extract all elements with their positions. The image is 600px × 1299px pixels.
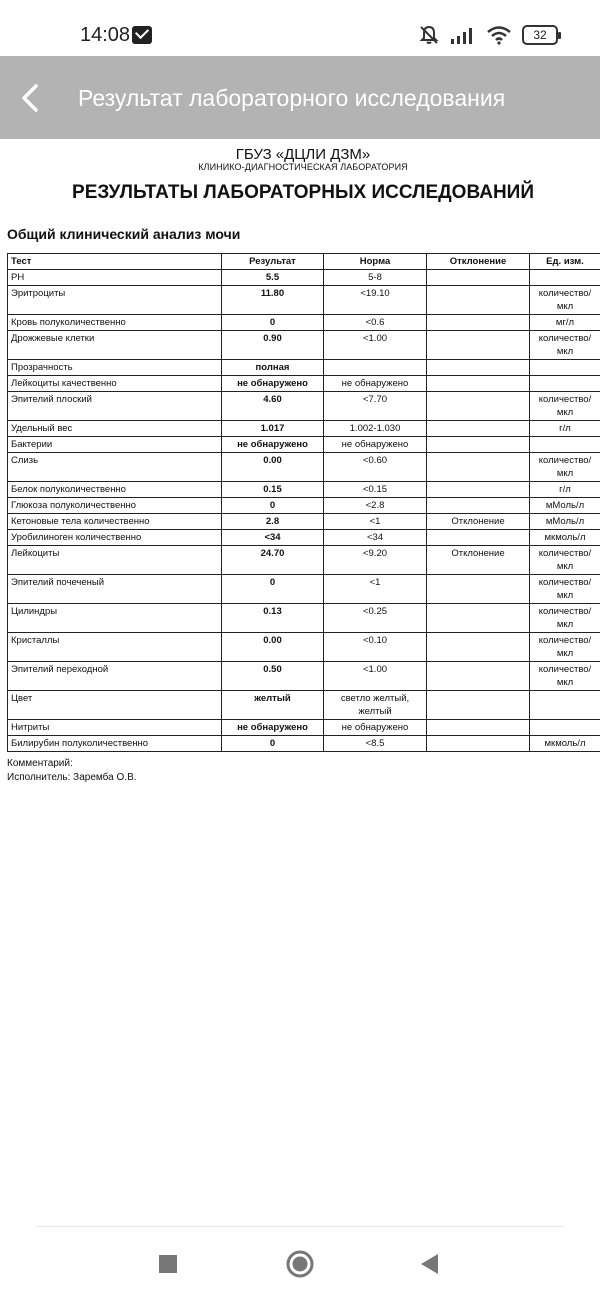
cell-test: Эпителий переходной bbox=[8, 662, 222, 691]
cell-norm: <9.20 bbox=[324, 546, 427, 575]
col-header-test: Тест bbox=[8, 254, 222, 270]
cell-norm: не обнаружено bbox=[324, 376, 427, 392]
footer-notes bbox=[7, 757, 137, 785]
battery-icon: 32 bbox=[522, 25, 558, 45]
cell-result: 24.70 bbox=[222, 546, 324, 575]
status-bar bbox=[0, 0, 600, 56]
cell-norm: <0.6 bbox=[324, 315, 427, 331]
cell-result: не обнаружено bbox=[222, 376, 324, 392]
bell-muted-icon bbox=[418, 24, 440, 46]
cell-test: Цвет bbox=[8, 691, 222, 720]
cell-deviation bbox=[427, 331, 530, 360]
cell-deviation bbox=[427, 662, 530, 691]
cell-unit: количество/ мкл bbox=[530, 453, 600, 482]
cell-norm bbox=[324, 360, 427, 376]
cell-test: Эритроциты bbox=[8, 286, 222, 315]
table-row bbox=[8, 376, 600, 392]
table-row bbox=[8, 575, 600, 604]
cell-norm: <0.15 bbox=[324, 482, 427, 498]
cell-deviation bbox=[427, 482, 530, 498]
cell-test: Эпителий почеченый bbox=[8, 575, 222, 604]
cell-unit bbox=[530, 691, 600, 720]
cell-result: 1.017 bbox=[222, 421, 324, 437]
cell-unit: мкмоль/л bbox=[530, 530, 600, 546]
cell-test: Глюкоза полуколичественно bbox=[8, 498, 222, 514]
chevron-left-icon bbox=[14, 78, 50, 118]
cell-unit: количество/ мкл bbox=[530, 575, 600, 604]
wifi-icon bbox=[486, 25, 512, 45]
cell-result: 0 bbox=[222, 315, 324, 331]
table-row bbox=[8, 482, 600, 498]
table-row bbox=[8, 662, 600, 691]
table-row bbox=[8, 633, 600, 662]
cell-deviation bbox=[427, 498, 530, 514]
table-row bbox=[8, 736, 600, 752]
cell-result: полная bbox=[222, 360, 324, 376]
comment-label: Комментарий: bbox=[7, 758, 73, 769]
cell-unit: мг/л bbox=[530, 315, 600, 331]
mail-notification-icon bbox=[132, 26, 152, 44]
cell-test: Кетоновые тела количественно bbox=[8, 514, 222, 530]
cell-deviation bbox=[427, 376, 530, 392]
table-row bbox=[8, 421, 600, 437]
cell-norm: <19.10 bbox=[324, 286, 427, 315]
cell-test: Уробилиноген количественно bbox=[8, 530, 222, 546]
performer: Исполнитель: Заремба О.В. bbox=[7, 772, 137, 783]
status-time: 14:08 bbox=[80, 24, 131, 46]
status-icons bbox=[418, 24, 558, 46]
cell-norm: 1.002-1.030 bbox=[324, 421, 427, 437]
signal-icon bbox=[450, 25, 476, 45]
cell-deviation bbox=[427, 270, 530, 286]
nav-divider bbox=[36, 1226, 564, 1227]
cell-test: Цилиндры bbox=[8, 604, 222, 633]
col-header-result: Результат bbox=[222, 254, 324, 270]
table-row bbox=[8, 546, 600, 575]
cell-result: не обнаружено bbox=[222, 437, 324, 453]
col-header-deviation: Отклонение bbox=[427, 254, 530, 270]
table-row bbox=[8, 437, 600, 453]
cell-result: 0.15 bbox=[222, 482, 324, 498]
table-row bbox=[8, 315, 600, 331]
cell-result: не обнаружено bbox=[222, 720, 324, 736]
home-button[interactable] bbox=[280, 1244, 320, 1284]
table-row bbox=[8, 530, 600, 546]
table-row bbox=[8, 286, 600, 315]
cell-test: Лейкоциты качественно bbox=[8, 376, 222, 392]
cell-norm: <0.10 bbox=[324, 633, 427, 662]
cell-norm: <1.00 bbox=[324, 331, 427, 360]
cell-result: 0.00 bbox=[222, 633, 324, 662]
cell-deviation: Отклонение bbox=[427, 546, 530, 575]
cell-unit bbox=[530, 270, 600, 286]
table-row bbox=[8, 270, 600, 286]
cell-norm: <34 bbox=[324, 530, 427, 546]
cell-deviation bbox=[427, 421, 530, 437]
cell-deviation bbox=[427, 315, 530, 331]
cell-test: Нитриты bbox=[8, 720, 222, 736]
cell-deviation bbox=[427, 736, 530, 752]
cell-unit: мМоль/л bbox=[530, 514, 600, 530]
square-icon bbox=[148, 1244, 188, 1284]
cell-deviation bbox=[427, 530, 530, 546]
cell-result: 0 bbox=[222, 498, 324, 514]
cell-norm: 5-8 bbox=[324, 270, 427, 286]
cell-test: Прозрачность bbox=[8, 360, 222, 376]
cell-test: Бактерии bbox=[8, 437, 222, 453]
nav-back-button[interactable] bbox=[410, 1244, 450, 1284]
cell-test: Слизь bbox=[8, 453, 222, 482]
cell-unit: г/л bbox=[530, 482, 600, 498]
cell-test: Эпителий плоский bbox=[8, 392, 222, 421]
cell-result: 11.80 bbox=[222, 286, 324, 315]
cell-unit: количество/ мкл bbox=[530, 392, 600, 421]
cell-norm: <8.5 bbox=[324, 736, 427, 752]
cell-norm: <1 bbox=[324, 514, 427, 530]
table-row bbox=[8, 498, 600, 514]
cell-deviation: Отклонение bbox=[427, 514, 530, 530]
cell-test: Дрожжевые клетки bbox=[8, 331, 222, 360]
table-row bbox=[8, 360, 600, 376]
cell-norm: не обнаружено bbox=[324, 437, 427, 453]
cell-unit: мМоль/л bbox=[530, 498, 600, 514]
cell-deviation bbox=[427, 575, 530, 604]
cell-deviation bbox=[427, 604, 530, 633]
cell-unit bbox=[530, 437, 600, 453]
cell-norm: светло желтый, желтый bbox=[324, 691, 427, 720]
cell-test: Белок полуколичественно bbox=[8, 482, 222, 498]
cell-test: Кровь полуколичественно bbox=[8, 315, 222, 331]
cell-test: Удельный вес bbox=[8, 421, 222, 437]
cell-deviation bbox=[427, 360, 530, 376]
recents-button[interactable] bbox=[148, 1244, 188, 1284]
table-row bbox=[8, 392, 600, 421]
cell-norm: <7.70 bbox=[324, 392, 427, 421]
cell-test: Кристаллы bbox=[8, 633, 222, 662]
cell-norm: <2.8 bbox=[324, 498, 427, 514]
cell-deviation bbox=[427, 633, 530, 662]
page-title: Результат лабораторного исследования bbox=[78, 85, 506, 111]
cell-deviation bbox=[427, 392, 530, 421]
col-header-norm: Норма bbox=[324, 254, 427, 270]
table-row bbox=[8, 604, 600, 633]
cell-result: 5.5 bbox=[222, 270, 324, 286]
triangle-left-icon bbox=[410, 1244, 450, 1284]
table-row bbox=[8, 691, 600, 720]
cell-result: <34 bbox=[222, 530, 324, 546]
circle-icon bbox=[280, 1244, 320, 1284]
cell-norm: <0.25 bbox=[324, 604, 427, 633]
cell-unit: количество/ мкл bbox=[530, 286, 600, 315]
cell-unit bbox=[530, 376, 600, 392]
cell-test: Билирубин полуколичественно bbox=[8, 736, 222, 752]
cell-unit: количество/ мкл bbox=[530, 633, 600, 662]
cell-result: 0.90 bbox=[222, 331, 324, 360]
org-subtitle: КЛИНИКО-ДИАГНОСТИЧЕСКАЯ ЛАБОРАТОРИЯ bbox=[198, 162, 408, 172]
cell-unit: количество/ мкл bbox=[530, 662, 600, 691]
cell-deviation bbox=[427, 286, 530, 315]
cell-unit: количество/ мкл bbox=[530, 331, 600, 360]
cell-unit: г/л bbox=[530, 421, 600, 437]
cell-result: 4.60 bbox=[222, 392, 324, 421]
cell-result: 0 bbox=[222, 736, 324, 752]
cell-result: 0 bbox=[222, 575, 324, 604]
table-row bbox=[8, 453, 600, 482]
report-heading: РЕЗУЛЬТАТЫ ЛАБОРАТОРНЫХ ИССЛЕДОВАНИЙ bbox=[72, 182, 534, 203]
cell-deviation bbox=[427, 691, 530, 720]
cell-norm: <1.00 bbox=[324, 662, 427, 691]
cell-deviation bbox=[427, 720, 530, 736]
org-name: ГБУЗ «ДЦЛИ ДЗМ» bbox=[235, 146, 371, 163]
cell-unit: мкмоль/л bbox=[530, 736, 600, 752]
cell-result: желтый bbox=[222, 691, 324, 720]
cell-test: PH bbox=[8, 270, 222, 286]
table-header-row bbox=[8, 254, 600, 270]
cell-deviation bbox=[427, 437, 530, 453]
cell-result: 0.50 bbox=[222, 662, 324, 691]
section-title: Общий клинический анализ мочи bbox=[7, 226, 241, 242]
cell-deviation bbox=[427, 453, 530, 482]
table-row bbox=[8, 514, 600, 530]
table-row bbox=[8, 720, 600, 736]
cell-result: 0.13 bbox=[222, 604, 324, 633]
table-row bbox=[8, 331, 600, 360]
results-table bbox=[7, 253, 600, 752]
cell-result: 0.00 bbox=[222, 453, 324, 482]
cell-norm: не обнаружено bbox=[324, 720, 427, 736]
col-header-unit: Ед. изм. bbox=[530, 254, 600, 270]
cell-result: 2.8 bbox=[222, 514, 324, 530]
cell-norm: <1 bbox=[324, 575, 427, 604]
cell-unit bbox=[530, 360, 600, 376]
app-bar bbox=[0, 56, 600, 139]
cell-test: Лейкоциты bbox=[8, 546, 222, 575]
cell-norm: <0.60 bbox=[324, 453, 427, 482]
back-button[interactable] bbox=[14, 78, 50, 118]
cell-unit: количество/ мкл bbox=[530, 546, 600, 575]
cell-unit bbox=[530, 720, 600, 736]
cell-unit: количество/ мкл bbox=[530, 604, 600, 633]
